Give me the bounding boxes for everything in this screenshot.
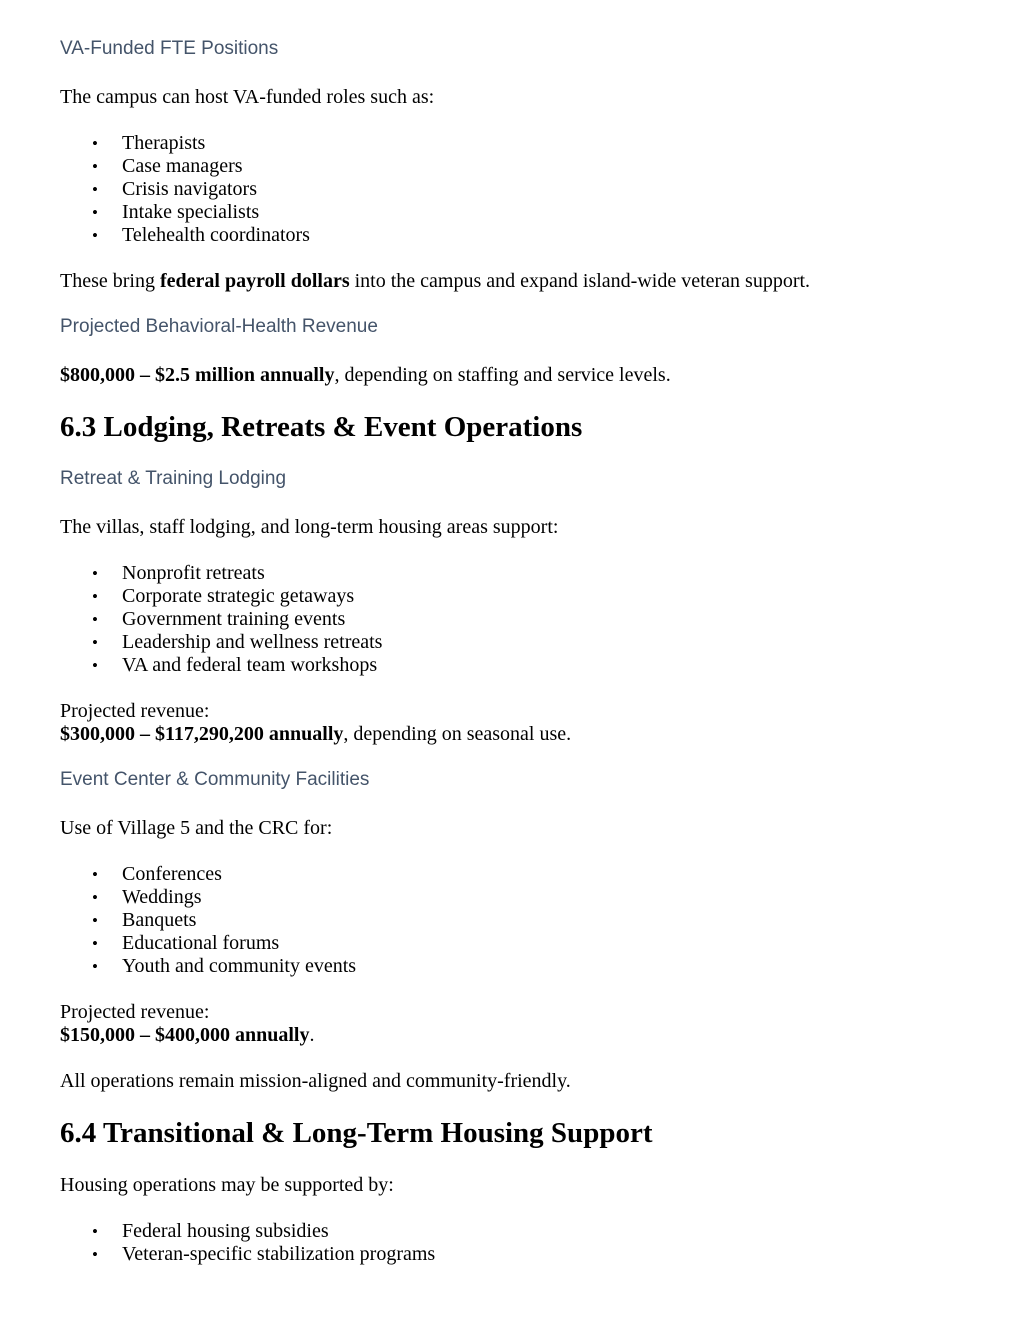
list-item-label: Youth and community events <box>122 955 357 977</box>
subsection-heading-retreat-training-lodging: Retreat & Training Lodging <box>60 468 287 489</box>
bullet-list-lodging-uses <box>60 562 960 677</box>
list-item <box>60 1220 960 1243</box>
bullet-icon: • <box>92 1222 98 1241</box>
list-item-label: Federal housing subsidies <box>122 1220 329 1242</box>
bold-amount: $800,000 – $2.5 million annually <box>60 364 335 386</box>
bullet-icon: • <box>92 934 98 953</box>
text-run: , depending on seasonal use. <box>343 723 572 745</box>
bullet-icon: • <box>92 610 98 629</box>
list-item <box>60 863 960 886</box>
subsection-heading-event-center-community-facilities: Event Center & Community Facilities <box>60 769 370 790</box>
bullet-icon: • <box>92 134 98 153</box>
list-item <box>60 631 960 654</box>
bullet-icon: • <box>92 633 98 652</box>
paragraph-mission-note: All operations remain mission-aligned and community-friendly. <box>60 1070 571 1092</box>
list-item <box>60 886 960 909</box>
bullet-icon: • <box>92 911 98 930</box>
section-heading-6-3: 6.3 Lodging, Retreats & Event Operations <box>60 411 583 443</box>
section-heading-6-4: 6.4 Transitional & Long-Term Housing Support <box>60 1117 653 1149</box>
list-item-label: Government training events <box>122 608 346 630</box>
text-run: , depending on staffing and service levels. <box>334 364 671 386</box>
list-item-label: Intake specialists <box>122 201 260 223</box>
text-run: These bring <box>60 270 160 292</box>
paragraph-fte-intro: The campus can host VA-funded roles such as: <box>60 86 435 108</box>
list-item <box>60 608 960 631</box>
paragraph-lodging-revenue <box>60 700 960 746</box>
text-run: . <box>309 1024 315 1046</box>
list-item-label: Veteran-specific stabilization programs <box>122 1243 436 1265</box>
revenue-label: Projected revenue: <box>60 1001 210 1023</box>
bullet-icon: • <box>92 587 98 606</box>
bullet-list-fte-roles <box>60 132 960 247</box>
list-item-label: Therapists <box>122 132 206 154</box>
list-item-label: Leadership and wellness retreats <box>122 631 383 653</box>
bullet-list-event-uses <box>60 863 960 978</box>
list-item-label: Crisis navigators <box>122 178 257 200</box>
list-item-label: Nonprofit retreats <box>122 562 265 584</box>
list-item-label: Corporate strategic getaways <box>122 585 355 607</box>
subsection-heading-projected-behavioral-health-revenue: Projected Behavioral-Health Revenue <box>60 316 378 337</box>
list-item <box>60 224 960 247</box>
list-item-label: Conferences <box>122 863 222 885</box>
list-item <box>60 132 960 155</box>
bullet-icon: • <box>92 203 98 222</box>
bullet-icon: • <box>92 180 98 199</box>
bullet-icon: • <box>92 226 98 245</box>
paragraph-fte-outro <box>60 270 960 293</box>
bullet-icon: • <box>92 157 98 176</box>
bullet-icon: • <box>92 865 98 884</box>
paragraph-behavioral-revenue-amount <box>60 364 960 387</box>
list-item <box>60 155 960 178</box>
list-item-label: Weddings <box>122 886 202 908</box>
list-item-label: Banquets <box>122 909 197 931</box>
list-item <box>60 955 960 978</box>
list-item <box>60 178 960 201</box>
list-item <box>60 654 960 677</box>
bold-amount: $300,000 – $117,290,200 annually <box>60 723 344 745</box>
paragraph-events-intro: Use of Village 5 and the CRC for: <box>60 817 333 839</box>
list-item-label: VA and federal team workshops <box>122 654 378 676</box>
text-run: into the campus and expand island-wide veteran support. <box>349 270 811 292</box>
bold-amount: $150,000 – $400,000 annually <box>60 1024 310 1046</box>
bold-phrase: federal payroll dollars <box>159 270 350 292</box>
list-item <box>60 1243 960 1266</box>
list-item <box>60 201 960 224</box>
paragraph-housing-intro: Housing operations may be supported by: <box>60 1174 394 1196</box>
revenue-label: Projected revenue: <box>60 700 210 722</box>
bullet-icon: • <box>92 656 98 675</box>
list-item <box>60 585 960 608</box>
bullet-icon: • <box>92 957 98 976</box>
subsection-heading-va-funded-fte-positions: VA-Funded FTE Positions <box>60 38 279 59</box>
paragraph-events-revenue <box>60 1001 960 1047</box>
list-item <box>60 909 960 932</box>
list-item <box>60 932 960 955</box>
list-item <box>60 562 960 585</box>
list-item-label: Telehealth coordinators <box>122 224 310 246</box>
bullet-icon: • <box>92 1245 98 1264</box>
list-item-label: Case managers <box>122 155 243 177</box>
bullet-icon: • <box>92 564 98 583</box>
bullet-icon: • <box>92 888 98 907</box>
list-item-label: Educational forums <box>122 932 280 954</box>
bullet-list-housing-supports <box>60 1220 960 1266</box>
paragraph-lodging-intro: The villas, staff lodging, and long-term housing areas support: <box>60 516 559 538</box>
